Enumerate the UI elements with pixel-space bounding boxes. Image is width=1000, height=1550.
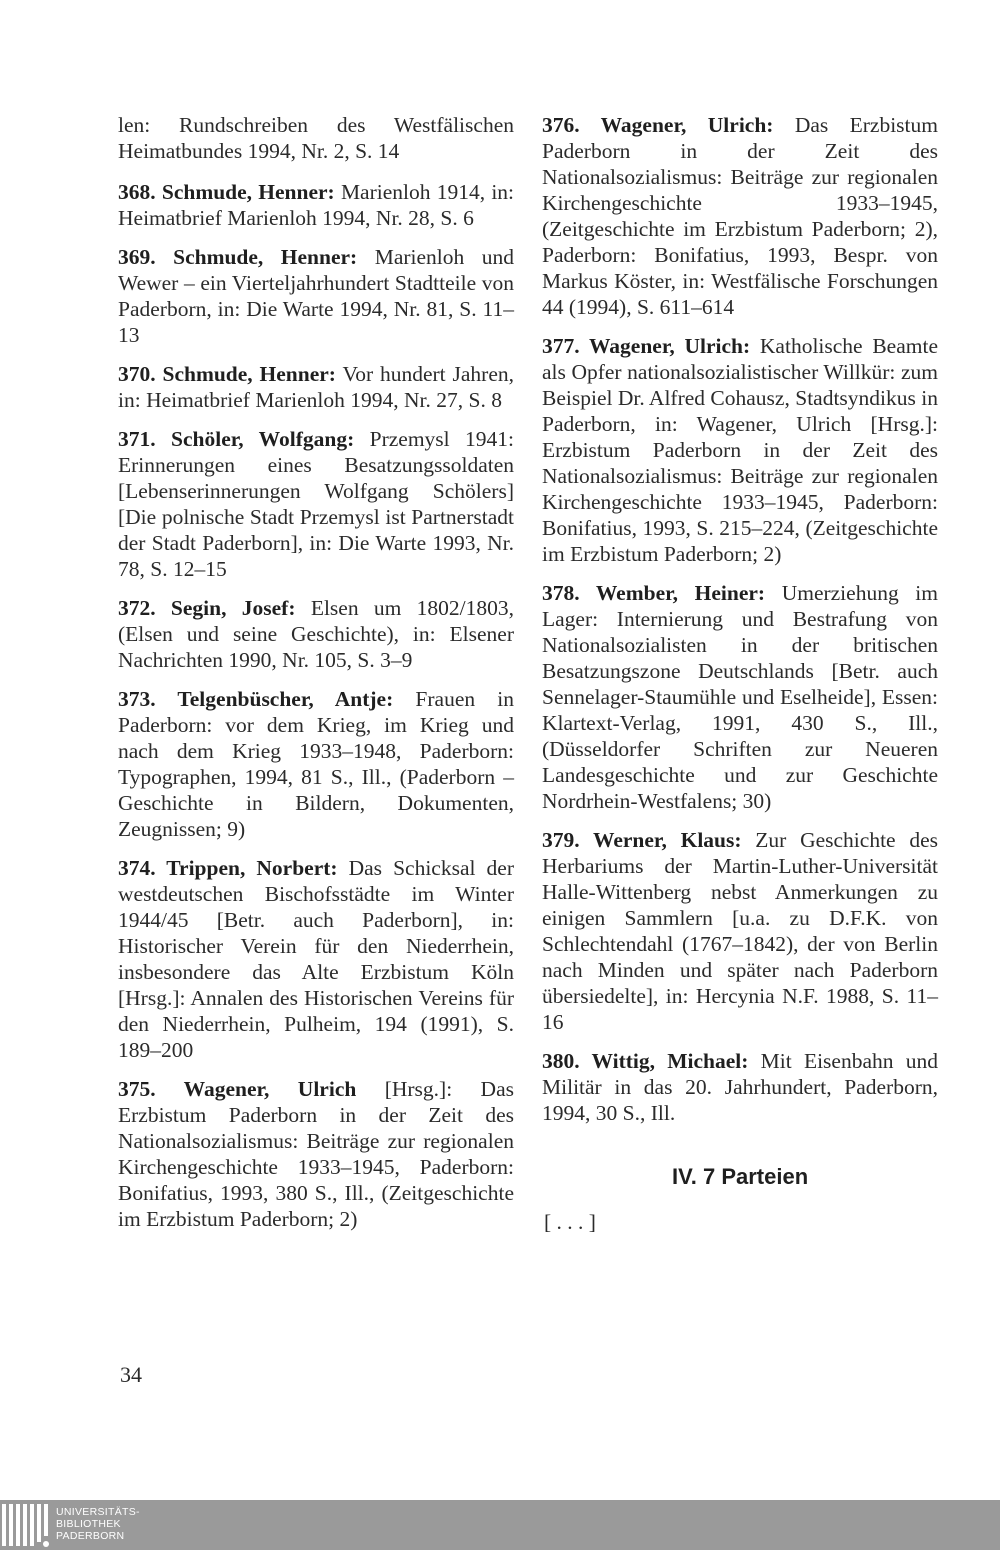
entry-number-author bbox=[118, 856, 338, 880]
left-entry-list bbox=[118, 179, 514, 1232]
entry-text: Frauen in Paderborn: vor dem Krieg, im Krieg und nach dem Krieg 1933–1948, Paderborn: Typographen, 1994, 81 S., Ill., (Paderborn – Geschichte in Bildern, Dokumenten, Zeugnissen; 9) bbox=[118, 687, 514, 841]
logo-line: UNIVERSITÄTS- bbox=[56, 1506, 140, 1518]
entry-number: 377. bbox=[542, 334, 580, 358]
right-entry-list bbox=[542, 112, 938, 1126]
entry-author: Schmude, Henner: bbox=[162, 362, 336, 386]
entry-number: 374. bbox=[118, 856, 156, 880]
entry-number: 380. bbox=[542, 1049, 580, 1073]
entry-number-author bbox=[118, 687, 393, 711]
bibliography-entry bbox=[118, 244, 514, 348]
page-number: 34 bbox=[120, 1362, 142, 1387]
entry-number-author bbox=[118, 596, 296, 620]
entry-author: Wagener, Ulrich: bbox=[588, 334, 751, 358]
entry-text: Przemysl 1941: Erinnerungen eines Besatzungssoldaten [Lebenserinnerungen Wolfgang Schölers] [Die polnische Stadt Przemysl ist Partnerstadt der Stadt Paderborn], in: Die Warte 1993, Nr. 78, S. 12–15 bbox=[118, 427, 515, 581]
bibliography-entry bbox=[118, 179, 514, 231]
logo-line: BIBLIOTHEK bbox=[56, 1518, 121, 1530]
entry-number-author bbox=[118, 245, 357, 269]
library-footer-bar bbox=[0, 1500, 1000, 1550]
entry-author: Schmude, Henner: bbox=[173, 245, 358, 269]
bibliography-entry bbox=[542, 1048, 938, 1126]
entry-number-author bbox=[542, 1049, 748, 1073]
bibliography-entry bbox=[542, 580, 938, 814]
entry-number-author bbox=[542, 828, 742, 852]
entry-text: Das Schicksal der westdeutschen Bischofsstädte im Winter 1944/45 [Betr. auch Paderborn], in: Historischer Verein für den Niederrhein, insbesondere das Alte Erzbistum Köln [Hrsg.]: Annalen des Historischen Vereins für den Niederrhein, Pulheim, 194 (1991), S. 189–200 bbox=[118, 856, 514, 1062]
entry-number: 369. bbox=[118, 245, 156, 269]
entry-number: 375. bbox=[118, 1077, 156, 1101]
entry-author: Trippen, Norbert: bbox=[166, 856, 338, 880]
entry-number: 378. bbox=[542, 581, 580, 605]
bibliography-entry bbox=[542, 827, 938, 1035]
entry-author: Wittig, Michael: bbox=[591, 1049, 749, 1073]
entry-text: Katholische Beamte als Opfer nationalsozialistischer Willkür: zum Beispiel Dr. Alfred Cohausz, Stadtsyndikus in Paderborn, in: Wagener, Ulrich [Hrsg.]: Erzbistum Paderborn in der Zeit des Nationalsozialismus: Beiträge zur regionalen Kirchengeschichte 1933–1945, Paderborn: Bonifatius, 1993, S. 215–224, (Zeitgeschichte im Erzbistum Paderborn; 2) bbox=[542, 334, 938, 566]
right-column bbox=[542, 112, 938, 1139]
entry-author: Werner, Klaus: bbox=[593, 828, 742, 852]
entry-number: 372. bbox=[118, 596, 156, 620]
entry-text: Marienloh und Wewer – ein Vierteljahrhundert Stadtteile von Paderborn, in: Die Warte 1994, Nr. 81, S. 11–13 bbox=[118, 245, 514, 347]
entry-text: Elsen um 1802/1803, (Elsen und seine Geschichte), in: Elsener Nachrichten 1990, Nr. 105, S. 3–9 bbox=[118, 596, 514, 672]
entry-author: Telgenbüscher, Antje: bbox=[177, 687, 394, 711]
entry-number-author bbox=[542, 581, 765, 605]
bibliography-entry bbox=[542, 112, 938, 320]
entry-text: Das Erzbistum Paderborn in der Zeit des Nationalsozialismus: Beiträge zur regionalen Kirchengeschichte 1933–1945, (Zeitgeschichte im Erzbistum Paderborn; 2), Paderborn: Bonifatius, 1993, Bespr. von Markus Köster, in: Westfälische Forschungen 44 (1994), S. 611–614 bbox=[542, 113, 938, 319]
left-column bbox=[118, 112, 514, 1245]
bibliography-entry bbox=[542, 333, 938, 567]
entry-text: [Hrsg.]: Das Erzbistum Paderborn in der Zeit des Nationalsozialismus: Beiträge zur regionalen Kirchengeschichte 1933–1945, Paderborn: Bonifatius, 1993, 380 S., Ill., (Zeitgeschichte im Erzbistum Paderborn; 2) bbox=[118, 1077, 514, 1231]
logo-line: PADERBORN bbox=[56, 1530, 125, 1542]
bibliography-entry bbox=[118, 426, 514, 582]
bibliography-entry bbox=[118, 855, 514, 1063]
entry-number-author bbox=[118, 180, 335, 204]
entry-author: Wagener, Ulrich: bbox=[600, 113, 774, 137]
entry-author: Wember, Heiner: bbox=[595, 581, 766, 605]
bibliography-entry bbox=[118, 1076, 514, 1232]
entry-number: 370. bbox=[118, 362, 156, 386]
bibliography-entry bbox=[118, 595, 514, 673]
entry-author: Segin, Josef: bbox=[170, 596, 296, 620]
entry-number: 371. bbox=[118, 427, 156, 451]
entry-number: 379. bbox=[542, 828, 580, 852]
entry-number: 368. bbox=[118, 180, 156, 204]
entry-number: 376. bbox=[542, 113, 580, 137]
section-heading: IV. 7 Parteien bbox=[672, 1164, 809, 1189]
entry-text: Mit Eisenbahn und Militär in das 20. Jahrhundert, Paderborn, 1994, 30 S., Ill. bbox=[542, 1049, 938, 1125]
entry-number: 373. bbox=[118, 687, 156, 711]
entry-number-author bbox=[542, 334, 750, 358]
entry-number-author bbox=[542, 113, 773, 137]
library-logo-text bbox=[56, 1506, 140, 1542]
entry-number-author bbox=[118, 427, 354, 451]
entry-author: Schmude, Henner: bbox=[161, 180, 335, 204]
entry-text: Marienloh 1914, in: Heimatbrief Marienloh 1994, Nr. 28, S. 6 bbox=[118, 180, 515, 230]
library-logo-icon bbox=[2, 1504, 54, 1548]
omission-marker: [ . . . ] bbox=[544, 1210, 596, 1234]
entry-author: Wagener, Ulrich bbox=[183, 1077, 357, 1101]
bibliography-entry bbox=[118, 361, 514, 413]
continued-entry-text: len: Rundschreiben des Westfälischen Heimatbundes 1994, Nr. 2, S. 14 bbox=[118, 113, 514, 163]
entry-text: Zur Geschichte des Herbariums der Martin-Luther-Universität Halle-Wittenberg nebst Anmerkungen zu einigen Sammlern [u.a. zu D.F.K. von Schlechtendahl (1767–1842), der von Berlin nach Minden und später nach Paderborn übersiedelte], in: Hercynia N.F. 1988, S. 11–16 bbox=[542, 828, 938, 1034]
entry-text: Umerziehung im Lager: Internierung und Bestrafung von Nationalsozialisten in der britischen Besatzungszone Deutschlands [Betr. auch Sennelager-Staumühle und Eselheide], Essen: Klartext-Verlag, 1991, 430 S., Ill., (Düsseldorfer Schriften zur Neueren Landesgeschichte und zur Geschichte Nordrhein-Westfalens; 30) bbox=[542, 581, 938, 813]
bibliography-entry bbox=[118, 686, 514, 842]
entry-text: Vor hundert Jahren, in: Heimatbrief Marienloh 1994, Nr. 27, S. 8 bbox=[118, 362, 514, 412]
entry-number-author bbox=[118, 362, 336, 386]
entry-number-author bbox=[118, 1077, 356, 1101]
entry-author: Schöler, Wolfgang: bbox=[171, 427, 355, 451]
